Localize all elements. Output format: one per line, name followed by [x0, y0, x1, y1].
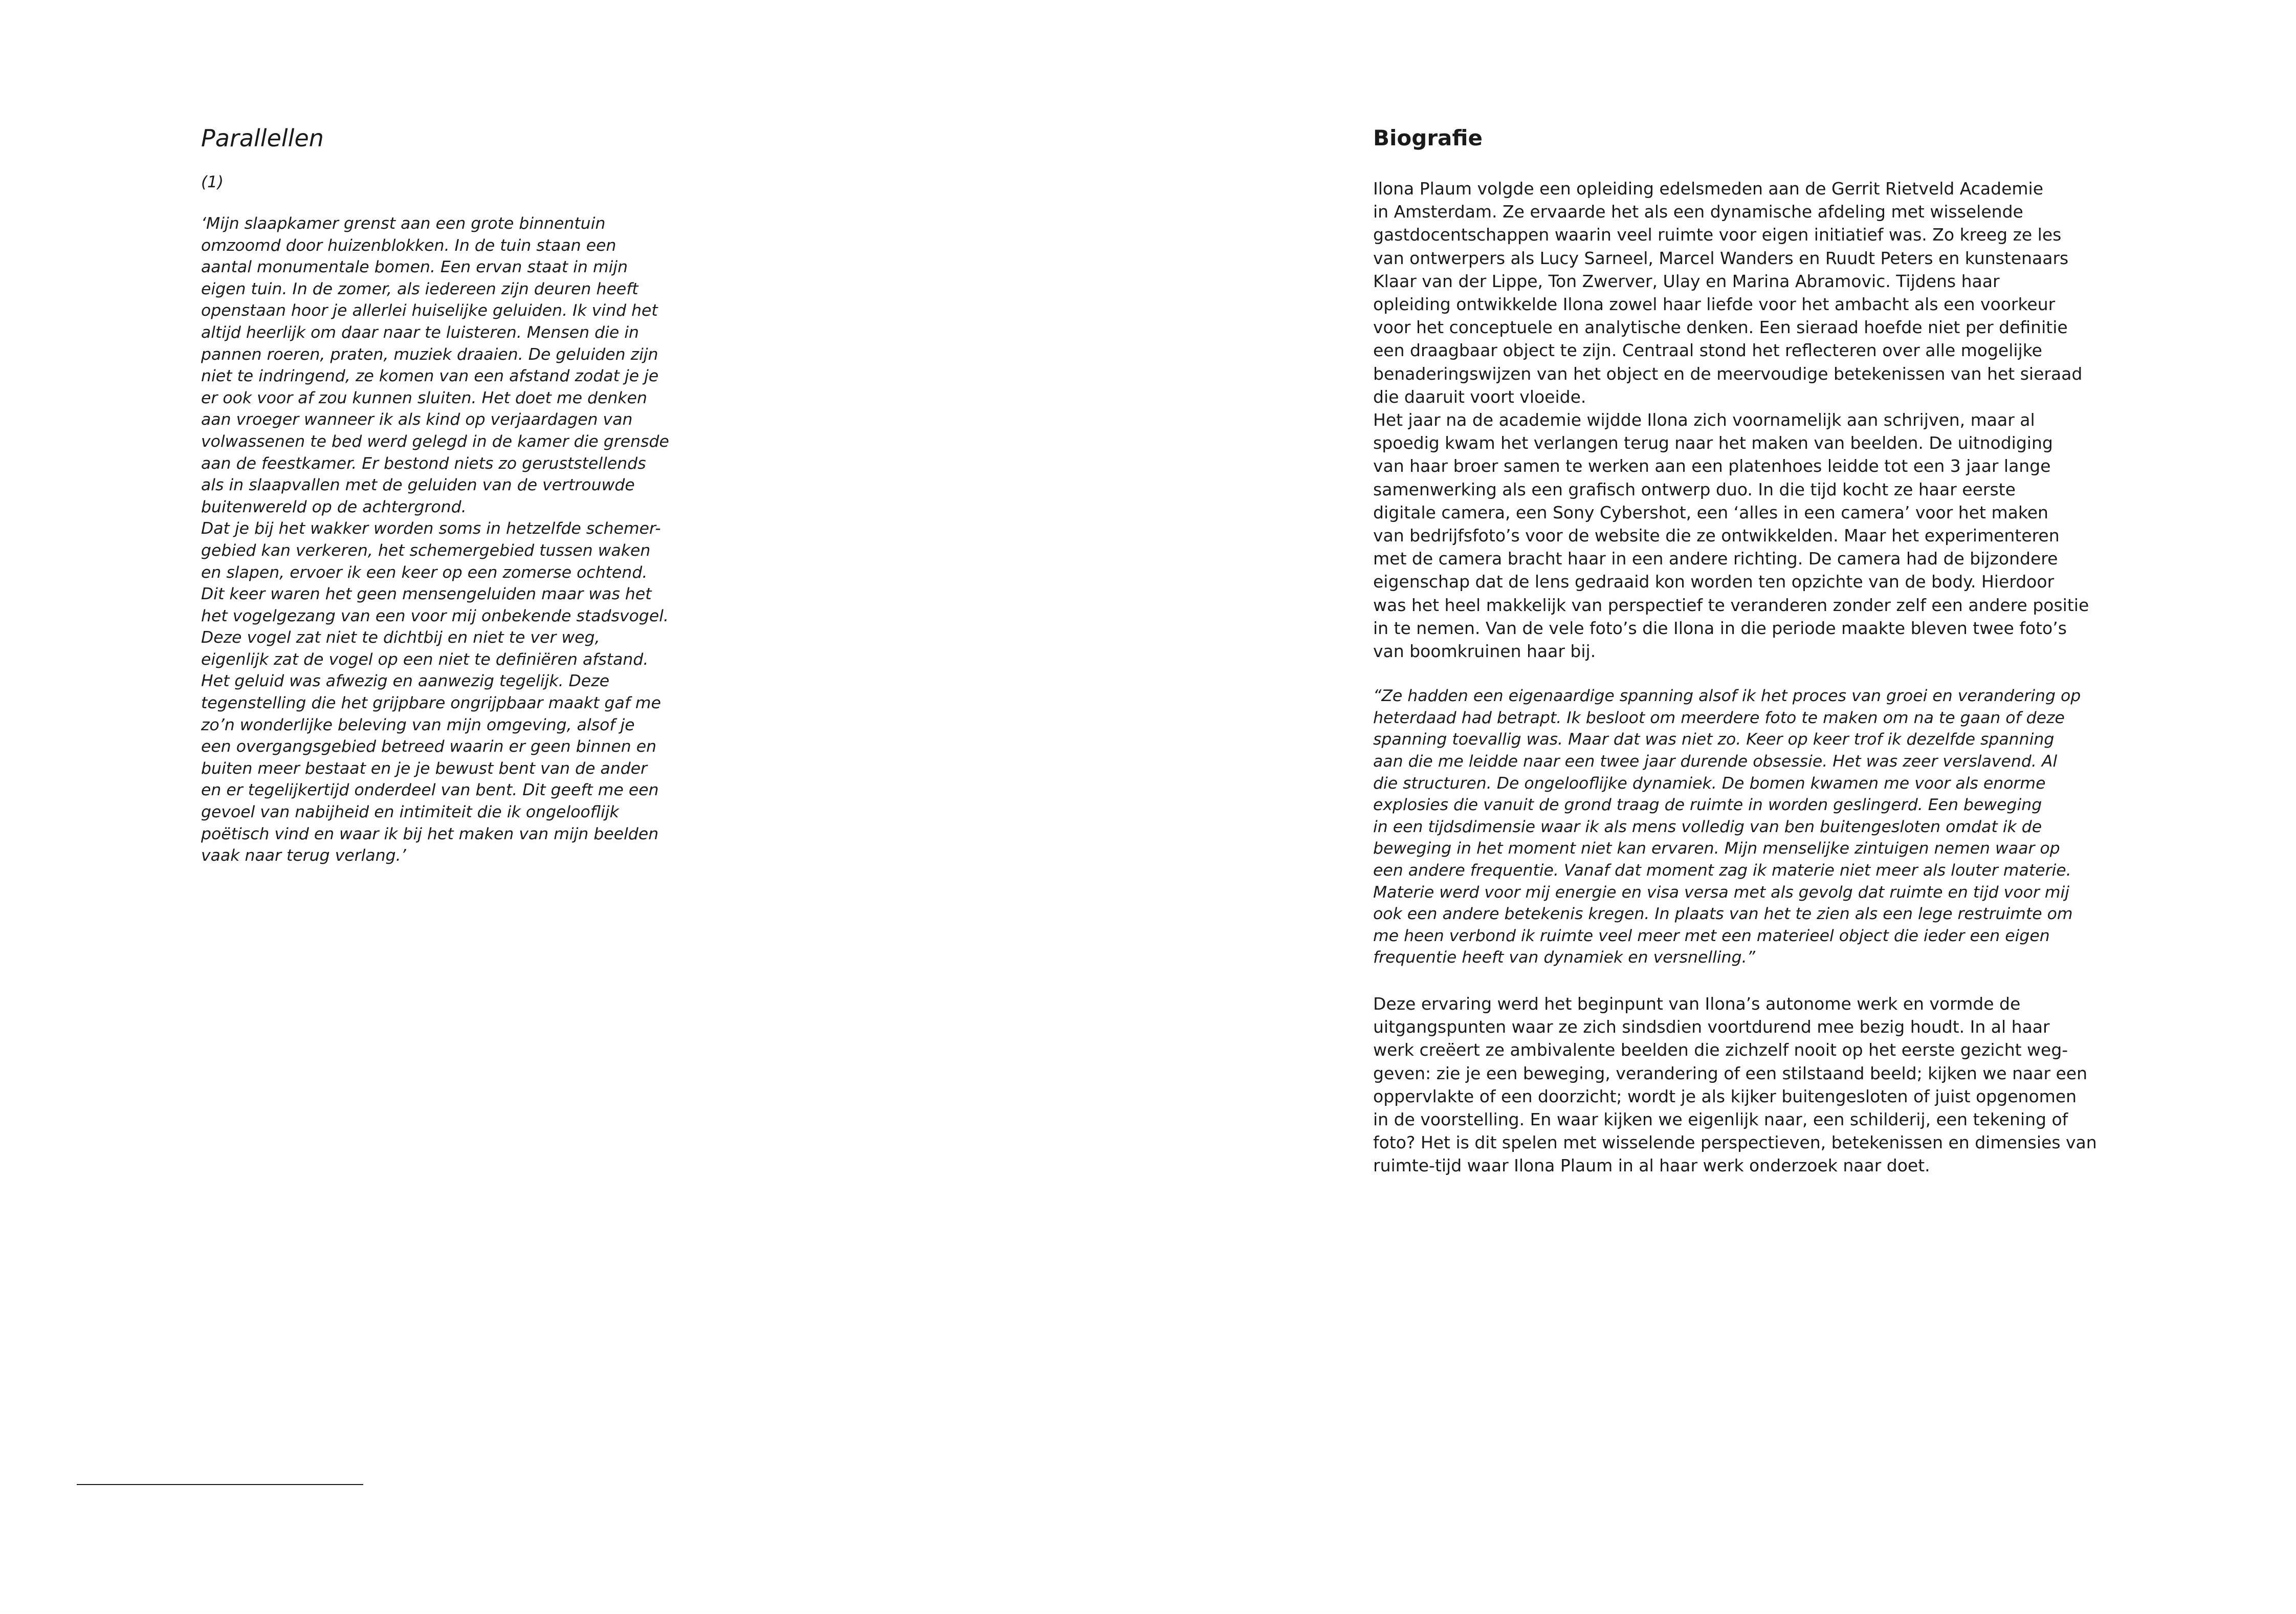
artist-quote: “Ze hadden een eigenaardige spanning alsof ik het proces van groei en verandering op heterdaad had betrapt. Ik besloot om meerdere foto te maken om na te gaan of deze spanning toevallig was. Maar dat was niet zo. Keer op keer trof ik dezelfde spanning aan die me leidde naar een twee jaar durende obsessie. Het was zeer verslavend. Al die structuren. De ongelooflijke dynamiek. De bomen kwamen me voor als enorme explosies die vanuit de grond traag de ruimte in worden geslingerd. Een beweging in een tijdsdimensie waar ik als mens volledig van ben buitengesloten omdat ik de beweging in het moment niet kan ervaren. Mijn menselijke zintuigen nemen waar op een andere frequentie. Vanaf dat moment zag ik materie niet meer als louter materie. Materie werd voor mij energie en visa versa met als gevolg dat ruimte en tijd voor mij ook een andere betekenis kregen. In plaats van het te zien als een lege restruimte om me heen verbond ik ruimte veel meer met een materieel object die ieder een eigen frequentie heeft van dynamiek en versnelling.”	[1373, 687, 2081, 967]
biography-text: Ilona Plaum volgde een opleiding edelsmeden aan de Gerrit Rietveld Academie in Amsterdam. Ze ervaarde het als een dynamische afdeling met wisselende gastdocentschappen waarin veel ruimte voor eigen initiatief was. Zo kreeg ze les van ontwerpers als Lucy Sarneel, Marcel Wanders en Ruudt Peters en kunstenaars Klaar van der Lippe, Ton Zwerver, Ulay en Marina Abramovic. Tijdens haar opleiding ontwikkelde Ilona zowel haar liefde voor het ambacht als een voorkeur voor het conceptuele en analytische denken. Een sieraad hoefde niet per definitie een draagbaar object te zijn. Centraal stond het reflecteren over alle mogelijke benaderingswijzen van het object en de meervoudige betekenissen van het sieraad die daaruit voort vloeide. Het jaar na de academie wijdde Ilona zich voornamelijk aan schrijven, maar al spoedig kwam het verlangen terug naar het maken van beelden. De uitnodiging van haar broer samen te werken aan een platenhoes leidde tot een 3 jaar lange samenwerking als een grafisch ontwerp duo. In die tijd kocht ze haar eerste digitale camera, een Sony Cybershot, een ‘alles in een camera’ voor het maken van bedrijfsfoto’s voor de website die ze ontwikkelden. Maar het experimenteren met de camera bracht haar in een andere richting. De camera had de bijzondere eigenschap dat de lens gedraaid kon worden ten opzichte van de body. Hierdoor was het heel makkelijk van perspectief te veranderen zonder zelf een andere positie in te nemen. Van de vele foto’s die Ilona in die periode maakte bleven twee foto’s van boomkruinen haar bij.	[1373, 179, 2089, 662]
parallellen-quote: ‘Mijn slaapkamer grenst aan een grote binnentuin omzoomd door huizenblokken. In de tuin staan een aantal monumentale bomen. Een ervan staat in mijn eigen tuin. In de zomer, als iedereen zijn deuren heeft openstaan hoor je allerlei huiselijke geluiden. Ik vind het altijd heerlijk om daar naar te luisteren. Mensen die in pannen roeren, praten, muziek draaien. De geluiden zijn niet te indringend, ze komen van een afstand zodat je je er ook voor af zou kunnen sluiten. Het doet me denken aan vroeger wanneer ik als kind op verjaardagen van volwassenen te bed werd gelegd in de kamer die grensde aan de feestkamer. Er bestond niets zo geruststellends als in slaapvallen met de geluiden van de vertrouwde buitenwereld op de achtergrond. Dat je bij het wakker worden soms in hetzelfde schemer- gebied kan verkeren, het schemergebied tussen waken en slapen, ervoer ik een keer op een zomerse ochtend. Dit keer waren het geen mensengeluiden maar was het het vogelgezang van een voor mij onbekende stadsvogel. Deze vogel zat niet te dichtbij en niet te ver weg, eigenlijk zat de vogel op een niet te definiëren afstand. Het geluid was afwezig en aanwezig tegelijk. Deze tegenstelling die het grijpbare ongrijpbaar maakt gaf me zo’n wonderlijke beleving van mijn omgeving, alsof je een overgangsgebied betreed waarin er geen binnen en buiten meer bestaat en je je bewust bent van de ander en er tegelijkertijd onderdeel van bent. Dit geeft me een gevoel van nabijheid en intimiteit die ik ongelooflijk poëtisch vind en waar ik bij het maken van mijn beelden vaak naar terug verlang.’	[201, 214, 669, 865]
note-number: (1)	[201, 173, 224, 191]
biografie-title: Biografie	[1373, 125, 1483, 150]
footnote-divider	[77, 1484, 363, 1485]
parallellen-title: Parallellen	[201, 124, 324, 152]
biografie-section	[1373, 123, 2110, 1177]
closing-paragraph: Deze ervaring werd het beginpunt van Ilona’s autonome werk en vormde de uitgangspunten waar ze zich sindsdien voortdurend mee bezig houdt. In al haar werk creëert ze ambivalente beelden die zichzelf nooit op het eerste gezicht weg- geven: zie je een beweging, verandering of een stilstaand beeld; kijken we naar een oppervlakte of een doorzicht; wordt je als kijker buitengesloten of juist opgenomen in de voorstelling. En waar kijken we eigenlijk naar, een schilderij, een tekening of foto? Het is dit spelen met wisselende perspectieven, betekenissen en dimensies van ruimte-tijd waar Ilona Plaum in al haar werk onderzoek naar doet.	[1373, 993, 2097, 1176]
parallellen-section	[201, 123, 669, 867]
right-page	[1148, 0, 2296, 1614]
